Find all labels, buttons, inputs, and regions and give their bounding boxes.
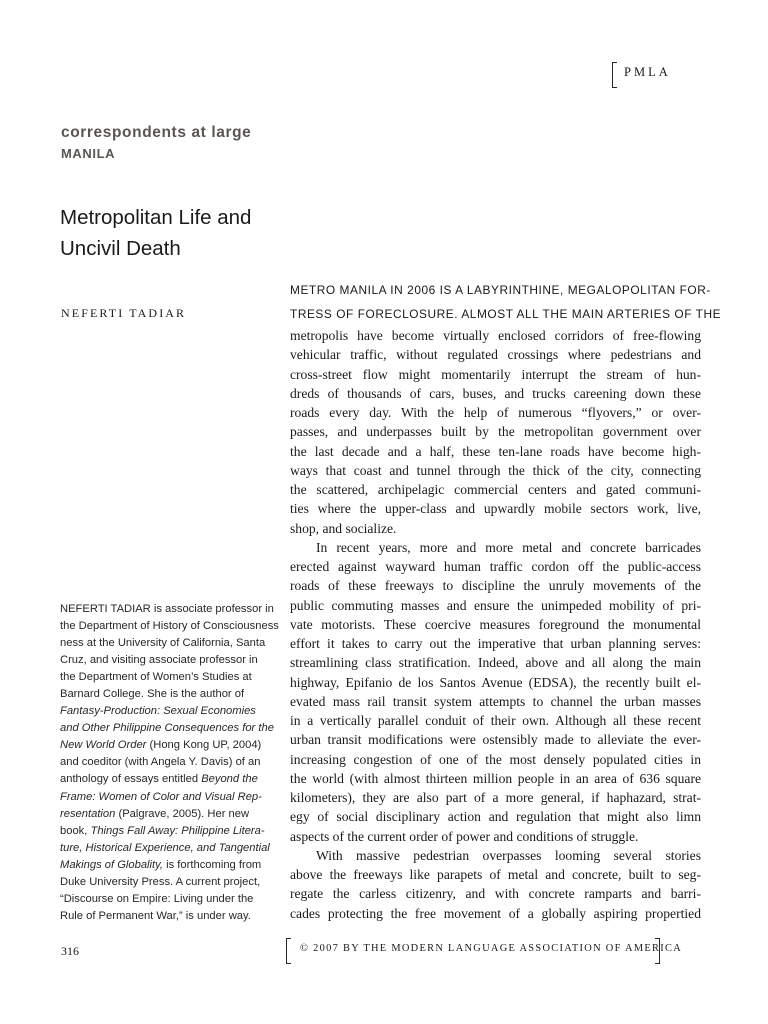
body-line: aspects of the current order of power and conditions of struggle. — [290, 828, 639, 844]
bio-segment: (Palgrave, 2005). Her new — [115, 807, 250, 820]
body-line: cross-street flow might momentarily interrupt the stream of hun- — [290, 366, 701, 382]
bio-line — [60, 737, 275, 754]
body-line: erected against wayward human traffic cordon off the public-access — [290, 559, 701, 574]
journal-name: PMLA — [624, 65, 671, 79]
bio-line — [60, 601, 275, 618]
body-line: streamlining class stratification. Indeed, above and all along the main — [290, 655, 701, 671]
bio-line — [60, 891, 275, 908]
body-line: roads every day. With the help of numerous “flyovers,” or over- — [290, 405, 701, 420]
bio-italic-segment: Makings of Globality, — [60, 858, 164, 871]
bio-segment: and coeditor (with Angela Y. Davis) of an — [60, 756, 261, 769]
body-line: highway, Epifanio de los Santos Avenue (EDSA), the recently built el- — [290, 674, 701, 690]
bio-line — [60, 806, 275, 823]
bio-segment: Cruz, and visiting associate professor in — [60, 654, 258, 667]
body-line: shop, and socialize. — [290, 520, 397, 536]
bio-segment: Barnard College. She is the author of — [60, 688, 245, 701]
body-line: vate motorists. These coercive measures foreground the monumental — [290, 616, 701, 632]
bio-italic-segment: Beyond the — [201, 773, 258, 786]
bracket-right — [655, 938, 660, 964]
bio-line — [60, 908, 275, 925]
body-line: increasing congestion of one of the most densely populated cities in — [290, 751, 701, 767]
author-name: NEFERTI TADIAR — [61, 306, 187, 320]
article-title — [60, 202, 290, 264]
body-line: cades protecting the free movement of a globally aspiring propertied — [290, 905, 701, 921]
bio-line — [60, 789, 275, 806]
body-line: effort it takes to carry out the imperative that urban planning serves: — [290, 636, 701, 651]
bio-segment: ness at the University of California, Santa — [60, 637, 266, 650]
bio-segment: is forthcoming from — [163, 858, 262, 871]
article-body — [290, 279, 722, 923]
bio-line — [60, 874, 275, 891]
bio-line — [60, 652, 275, 669]
body-line: public commuting masses and ensure the unimpeded mobility of pri- — [290, 597, 701, 613]
body-line: metropolis have become virtually enclosed corridors of free-flowing — [290, 328, 701, 343]
bio-segment: anthology of essays entitled — [60, 773, 202, 786]
bio-line — [60, 686, 275, 703]
section-label: correspondents at large — [61, 124, 252, 141]
bio-segment: Rule of Permanent War,” is under way. — [60, 909, 251, 922]
body-line: dreds of thousands of cars, buses, and trucks careening down these — [290, 385, 701, 401]
page-number: 316 — [61, 944, 79, 958]
body-line: egy of social disciplinary action and regulation that might also limn — [290, 809, 701, 825]
bio-italic-segment: and Other Philippine Consequences for the — [60, 722, 274, 735]
bio-segment: the Department of Women’s Studies at — [60, 671, 252, 684]
body-line: the last decade and a half, these ten-lane roads have become high- — [290, 443, 701, 459]
bio-segment: NEFERTI TADIAR is associate professor in — [60, 603, 274, 615]
body-lead-line: METRO MANILA IN 2006 IS A LABYRINTHINE, MEGALOPOLITAN FOR- — [290, 283, 711, 297]
bio-line — [60, 823, 275, 840]
city-label: MANILA — [61, 146, 116, 161]
body-line: in a vertically parallel conduit of their own. Although all these recent — [290, 713, 701, 728]
bio-line — [60, 669, 275, 686]
bio-line — [60, 754, 275, 771]
body-line: roads of these freeways to discipline the unruly movements of the — [290, 578, 701, 594]
bio-line — [60, 720, 275, 737]
bio-italic-segment: Things Fall Away: Philippine Litera- — [90, 824, 265, 837]
bio-italic-segment: Frame: Women of Color and Visual Rep- — [60, 790, 262, 803]
title-line: Metropolitan Life and — [60, 206, 252, 229]
bracket-left — [286, 938, 291, 964]
bio-segment: book, — [60, 824, 91, 837]
body-line: vehicular traffic, without regulated crossings where pedestrians and — [290, 347, 701, 363]
body-line: In recent years, more and more metal and concrete barricades — [316, 539, 701, 555]
body-line: passes, and underpasses built by the metropolitan government over — [290, 424, 701, 440]
bracket-mark — [612, 62, 617, 88]
body-line: ways that coast and tunnel through the thick of the city, connecting — [290, 462, 701, 478]
bio-line — [60, 703, 275, 720]
title-line: Uncivil Death — [60, 237, 181, 260]
body-line: the world (with almost thirteen million people in an area of 636 square — [290, 770, 701, 786]
bio-segment: the Department of History of Consciousness — [60, 620, 279, 633]
body-line: ties where the upper-class and upwardly mobile sectors work, live, — [290, 501, 701, 517]
bio-line — [60, 635, 275, 652]
author-bio — [60, 601, 279, 925]
bio-italic-segment: resentation — [60, 807, 116, 820]
bio-segment: Duke University Press. A current project, — [60, 875, 261, 888]
body-lead-line: TRESS OF FORECLOSURE. ALMOST ALL THE MAIN ARTERIES OF THE — [290, 306, 722, 321]
bio-line — [60, 771, 275, 788]
body-line: evated mass rail transit system attempts to channel the urban masses — [290, 693, 701, 709]
body-line: kilometers), they are also part of a more general, if haphazard, strat- — [290, 790, 701, 805]
copyright-text: © 2007 BY THE MODERN LANGUAGE ASSOCIATION OF AMERICA — [300, 943, 683, 954]
bio-line — [60, 857, 275, 874]
body-line: urban transit modifications were ostensibly made to alleviate the ever- — [290, 732, 701, 748]
bio-line — [60, 840, 275, 857]
bio-segment: “Discourse on Empire: Living under the — [60, 892, 254, 905]
bio-italic-segment: ture, Historical Experience, and Tangential — [60, 841, 270, 854]
body-line: With massive pedestrian overpasses looming several stories — [316, 847, 701, 863]
bio-italic-segment: New World Order — [60, 739, 147, 752]
body-line: above the freeways like parapets of metal and concrete, built to seg- — [290, 867, 701, 882]
bio-italic-segment: Fantasy-Production: Sexual Economies — [60, 705, 256, 718]
bio-line — [60, 618, 279, 635]
body-line: the scattered, archipelagic commercial centers and gated communi- — [290, 482, 701, 497]
copyright-line — [286, 938, 683, 962]
bio-segment: (Hong Kong UP, 2004) — [146, 739, 262, 752]
body-line: regate the carless citizenry, and with concrete ramparts and barri- — [290, 886, 701, 902]
